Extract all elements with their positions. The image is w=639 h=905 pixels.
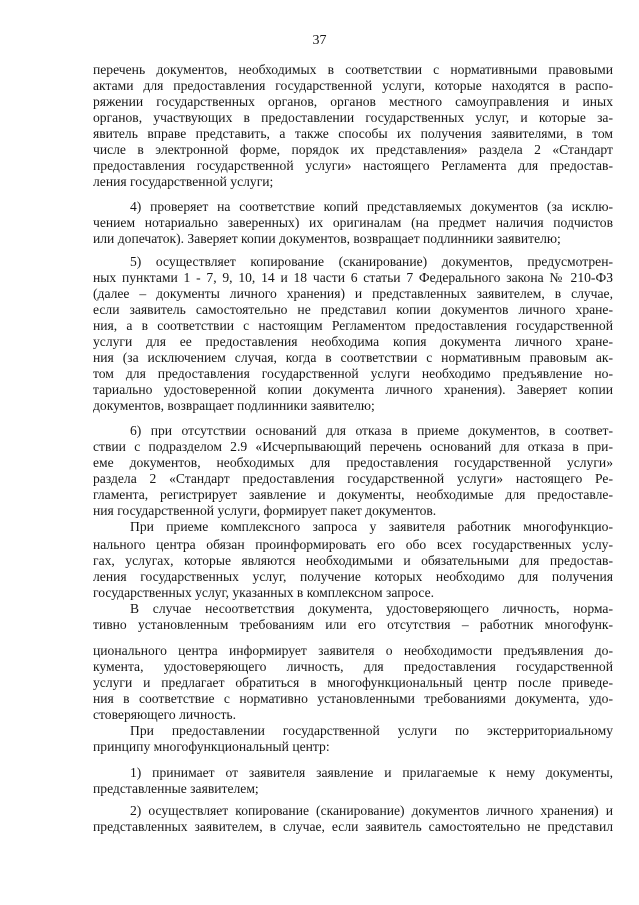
text-line: ния государственной услуги, формирует пакет документов. (93, 503, 437, 518)
page-number: 37 (312, 33, 327, 48)
text-line: ления государственных услуг, получение которых необходимо для получения (93, 569, 613, 584)
text-line: 4) проверяет на соответствие копий представляемых документов (за исклю- (130, 199, 613, 214)
text-line: представленных заявителем, в случае, если заявитель самостоятельно не представил (93, 819, 613, 834)
text-line: нального центра обязан проинформировать его обо всех государственных услу- (93, 537, 613, 552)
text-line: раздела 2 «Стандарт предоставления государственной услуги» настоящего Ре- (93, 471, 613, 486)
text-line: услуги для ее предоставления необходима копия документа личного хране- (93, 334, 613, 349)
text-line: государственных услуг, указанных в комплексном запросе. (93, 585, 435, 600)
text-line: ционального центра информирует заявителя о необходимости предъявления до- (93, 643, 613, 658)
text-line: актами для предоставления государственной услуги, которые находятся в распо- (93, 78, 613, 93)
text-line: предоставления государственной услуги» настоящего Регламента для предостав- (93, 158, 613, 173)
text-line: ния (за исключением случая, когда в соответствии с нормативным правовым ак- (93, 350, 613, 365)
text-line: 5) осуществляет копирование (сканирование) документов, предусмотрен- (130, 254, 613, 269)
text-line: числе в электронной форме, порядок их представления» раздела 2 «Стандарт (93, 142, 613, 157)
text-line: 2) осуществляет копирование (сканирование) документов личного хранения) и (130, 803, 613, 818)
text-line: В случае несоответствия документа, удостоверяющего личность, норма- (130, 601, 613, 616)
text-line: перечень документов, необходимых в соответствии с нормативными правовыми (93, 62, 613, 77)
text-line: ряжении государственных органов, органов местного самоуправления и иных (93, 94, 613, 109)
text-line: гламента, регистрирует заявление и документы, необходимые для предоставле- (93, 487, 613, 502)
text-line: услуги и предлагает обратиться в многофункциональный центр после приведе- (93, 675, 613, 690)
text-line: ствии с подразделом 2.9 «Исчерпывающий перечень оснований для отказа в при- (93, 439, 613, 454)
text-line: стоверяющего личность. (93, 707, 236, 722)
text-line: том для предоставления государственной услуги необходимо предъявление но- (93, 366, 613, 381)
text-line: гах, услугах, которые являются необходимыми и обязательными для предостав- (93, 553, 613, 568)
text-line: принципу многофункциональный центр: (93, 739, 330, 754)
text-line: ных пунктами 1 - 7, 9, 10, 14 и 18 части 6 статьи 7 Федерального закона № 210-ФЗ (93, 270, 613, 285)
text-line: тивно установленным требованиям или его отсутствия – работник многофунк- (93, 617, 613, 632)
text-line: При приеме комплексного запроса у заявителя работник многофункцио- (130, 519, 613, 534)
text-line: кумента, удостоверяющего личность, для предоставления государственной (93, 659, 613, 674)
text-line: или допечаток). Заверяет копии документов, возвращает подлинники заявителю; (93, 231, 561, 246)
text-line: представленные заявителем; (93, 781, 259, 796)
text-line: При предоставлении государственной услуги по экстерриториальному (130, 723, 613, 738)
text-line: (далее – документы личного хранения) и представленных заявителем, в случае, (93, 286, 613, 301)
text-line: ния в соответствие с нормативно установленными требованиями документа, удо- (93, 691, 613, 706)
text-line: явитель вправе представить, а также способы их получения заявителями, в том (93, 126, 613, 141)
text-line: чением нотариально заверенных) их оригиналам (на предмет наличия подчистов (93, 215, 613, 230)
text-line: органов, участвующих в предоставлении государственных услуг, и которые за- (93, 110, 613, 125)
text-line: ления государственной услуги; (93, 174, 274, 189)
text-line: если заявитель самостоятельно не представил копии документов личного хране- (93, 302, 613, 317)
text-line: документов, возвращает подлинники заявителю; (93, 398, 375, 413)
text-line: еме документов, необходимых для предоставления государственной услуги» (93, 455, 613, 470)
text-line: 6) при отсутствии оснований для отказа в приеме документов, в соответ- (130, 423, 613, 438)
text-line: тариально удостоверенной копии документа личного хранения). Заверяет копии (93, 382, 613, 397)
text-line: ния, а в соответствии с настоящим Регламентом предоставления государственной (93, 318, 613, 333)
text-line: 1) принимает от заявителя заявление и прилагаемые к нему документы, (130, 765, 613, 780)
